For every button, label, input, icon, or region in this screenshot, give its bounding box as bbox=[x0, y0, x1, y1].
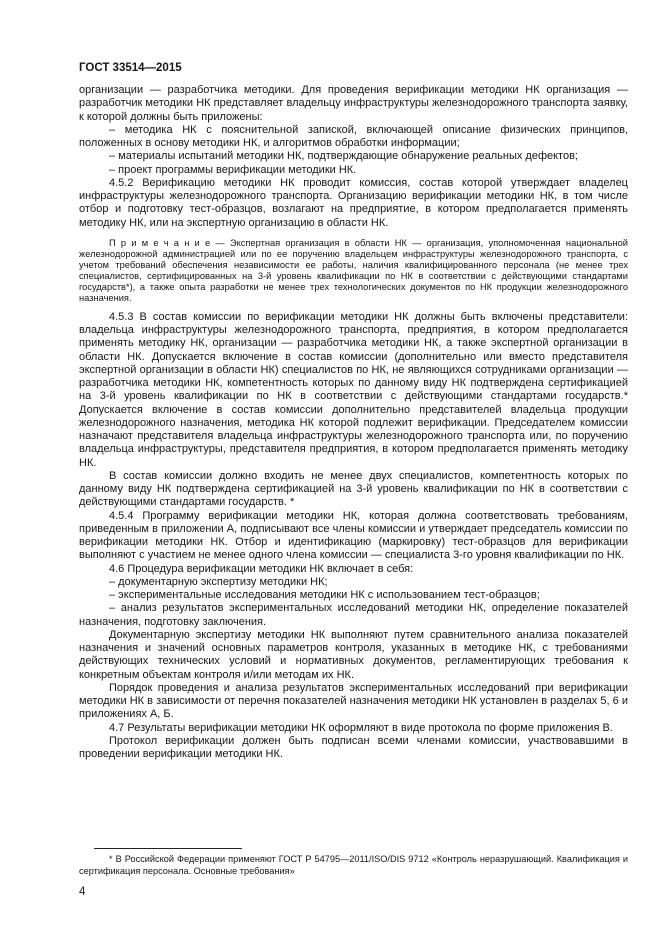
list-item-test-materials: – материалы испытаний методики НК, подтверждающие обнаружение реальных дефектов; bbox=[109, 150, 578, 163]
paragraph-commission-members: В состав комиссии должно входить не менее двух специалистов, компетентность которых по данному виду НК подтверждена сертификацией на 3-й уровень квалификации по НК в соответствии с действующими стандартами государств. * bbox=[79, 469, 628, 509]
footnote-area bbox=[79, 848, 628, 877]
paragraph-protocol-signing: Протокол верификации должен быть подписан всеми членами комиссии, участвовавшими в проведении верификации методики НК. bbox=[79, 734, 628, 760]
list-item-documentary-expertise: – документарную экспертизу методики НК; bbox=[109, 575, 328, 588]
footnote-text: * В Российской Федерации применяют ГОСТ Р 54795—2011/ISO/DIS 9712 «Контроль неразрушающий. Квалификация и сертификация персонала. Основные требования» bbox=[79, 854, 628, 876]
standard-number-header: ГОСТ 33514—2015 bbox=[79, 62, 182, 74]
paragraph-4-5-2: 4.5.2 Верификацию методики НК проводит комиссия, состав которой утверждает владелец инфраструктуры железнодорожного транспорта. Организацию верификации методики НК, в том числе отбор и подготовку тест-образцов, возлагают на предприятие, в котором предполагается применять методику НК, или на экспертную организацию в области НК. bbox=[79, 176, 628, 229]
note-paragraph: П р и м е ч а н и е — Экспертная организация в области НК — организация, уполномоченная национальной железнодорожной администрацией или по ее поручению владельцем инфраструктуры железнодорожного транспорта, с учетом требований обеспечения независимости ее работы, наличия квалифицированного персонала (не менее трех специалистов, сертифицированных на 3-й уровень квалификации по НК в соответствии с действующими стандартами государств*), а также опыта разработки не менее трех технологических документов по НК продукции железнодорожного назначения. bbox=[79, 237, 628, 303]
list-item-program-draft: – проект программы верификации методики НК. bbox=[109, 163, 357, 176]
page-number: 4 bbox=[79, 886, 86, 898]
list-item-method-note: – методика НК с пояснительной запиской, включающей описание физических принципов, положенных в основу методики НК, и алгоритмов обработки информации; bbox=[79, 123, 628, 149]
list-item-results-analysis: – анализ результатов экспериментальных исследований методики НК, определение показателей назначения, подготовку заключения. bbox=[79, 602, 628, 628]
paragraph-documentary-expertise-detail: Документарную экспертизу методики НК выполняют путем сравнительного анализа показателей назначения и значений основных параметров контроля, указанных в методике НК, с требованиями действующих технических условий и нормативных документов, регламентирующих требования к конкретным объектам контроля и/или методам их НК. bbox=[79, 628, 628, 681]
paragraph-procedure-order: Порядок проведения и анализа результатов экспериментальных исследований при верификации методики НК в зависимости от перечня показателей назначения методики НК установлен в разделах 5, 6 и приложениях А, Б. bbox=[79, 681, 628, 721]
paragraph-4-5-4: 4.5.4 Программу верификации методики НК, которая должна соответствовать требованиям, приведенным в приложении А, подписывают все члены комиссии и утверждает председатель комиссии по верификации методики НК. Отбор и идентификацию (маркировку) тест-образцов для верификации выполняют с участием не менее одного члена комиссии — специалиста 3-го уровня квалификации по НК. bbox=[79, 509, 628, 562]
page-content bbox=[79, 62, 628, 761]
paragraph-4-7: 4.7 Результаты верификации методики НК оформляют в виде протокола по форме приложения В. bbox=[109, 721, 613, 734]
paragraph-4-6: 4.6 Процедура верификации методики НК включает в себя: bbox=[109, 562, 414, 575]
footnote-divider bbox=[94, 848, 242, 849]
paragraph-continuation: организации — разработчика методики. Для проведения верификации методики НК организация — разработчик методики НК представляет владельцу инфраструктуры железнодорожного транспорта заявку, к которой должны быть приложены: bbox=[79, 84, 628, 123]
paragraph-4-5-3: 4.5.3 В состав комиссии по верификации методики НК должны быть включены представители: владельца инфраструктуры железнодорожного транспорта, предприятия, в котором предполагается применять методику НК, организации — разработчика методики НК, а также экспертной организации в области НК. Допускается включение в состав комиссии (дополнительно или вместо представителя экспертной организации в области НК) специалистов по НК, не являющихся сотрудниками организации — разработчика методики НК, компетентность которых по данному виду НК подтверждена сертификацией на 3-й уровень квалификации по НК в соответствии с действующими стандартами государств.* Допускается включение в состав комиссии дополнительно представителей владельца продукции железнодорожного назначения, методика НК которой подлежит верификации. Председателем комиссии назначают представителя владельца инфраструктуры железнодорожного транспорта или, по поручению владельца инфраструктуры, представителя предприятия, в котором предполагается применять методику НК. bbox=[79, 310, 628, 469]
list-item-experimental-research: – экспериментальные исследования методики НК с использованием тест-образцов; bbox=[109, 589, 540, 601]
